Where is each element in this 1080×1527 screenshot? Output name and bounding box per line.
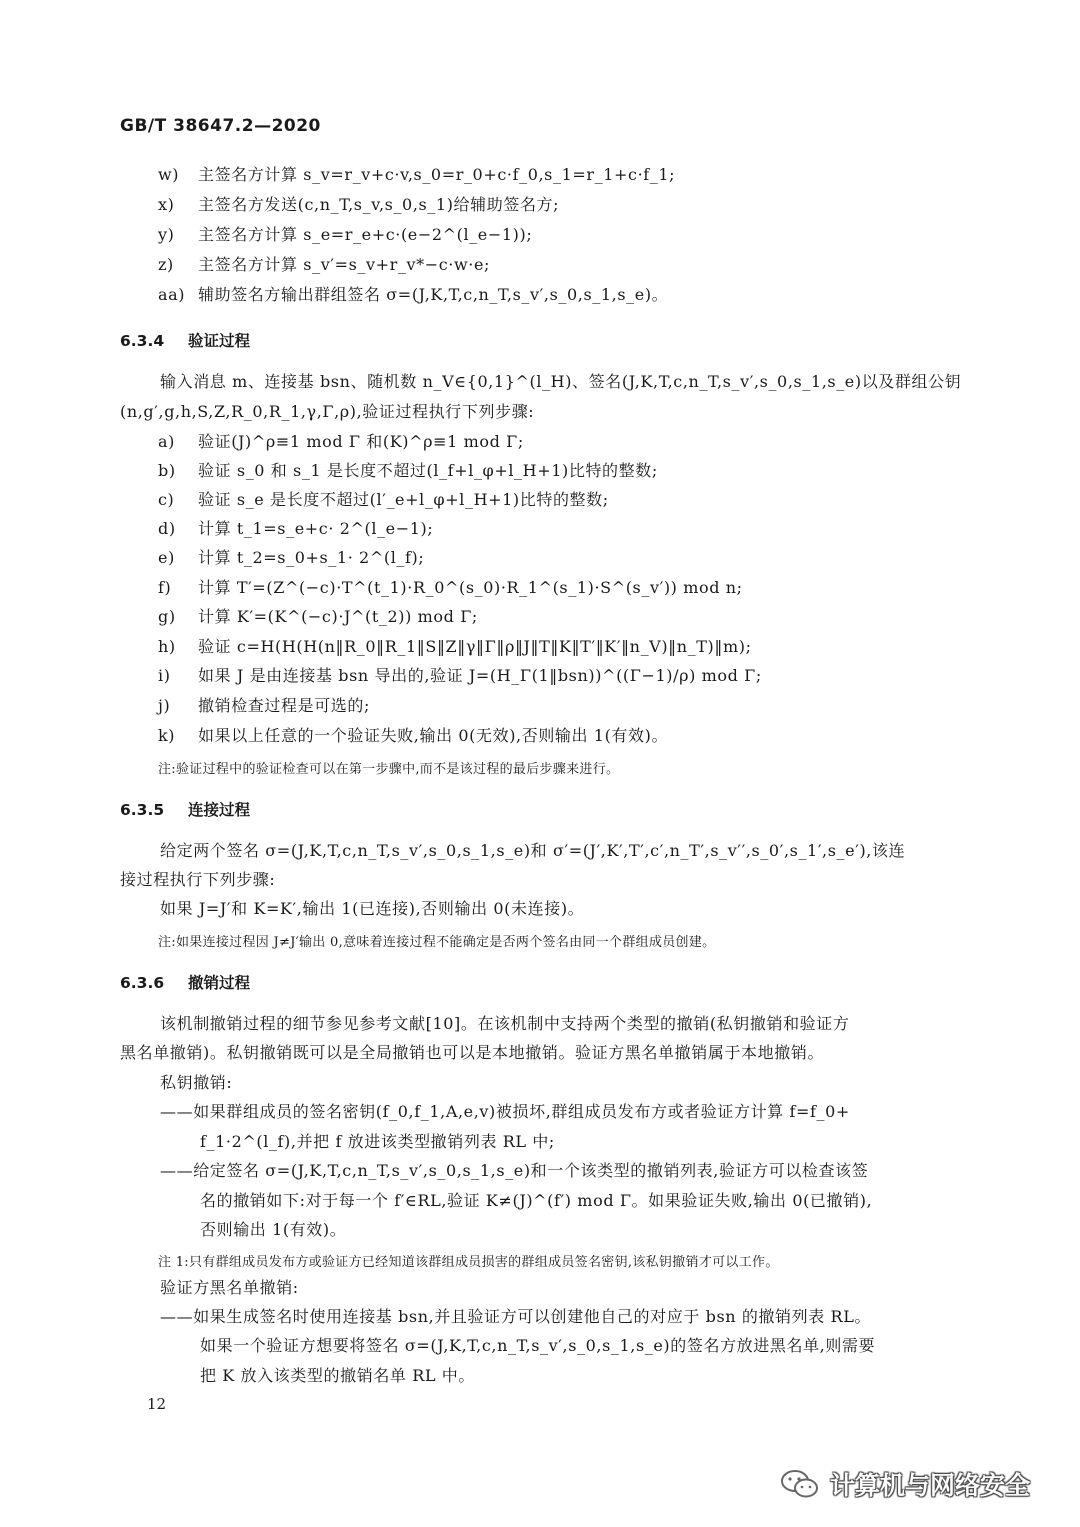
- verify-step-e: e) 计算 t_2=s_0+s_1· 2^(l_f);: [158, 548, 425, 567]
- verify-step-i: i) 如果 J 是由连接基 bsn 导出的,验证 J=(H_Γ(1‖bsn))^((Γ−1)/ρ) mod Γ;: [158, 666, 762, 685]
- link-note: 注:如果连接过程因 J≠J′输出 0,意味着连接过程不能确定是否两个签名由同一个群组成员创建。: [158, 935, 716, 950]
- revoke-item2-line1: ——给定签名 σ=(J,K,T,c,n_T,s_v′,s_0,s_1,s_e)和一个该类型的撤销列表,验证方可以检查该签: [160, 1161, 869, 1180]
- watermark-text: 计算机与网络安全: [830, 1471, 1031, 1500]
- verify-step-k: k) 如果以上任意的一个验证失败,输出 0(无效),否则输出 1(有效)。: [158, 726, 669, 745]
- link-rule: 如果 J=J′和 K=K′,输出 1(已连接),否则输出 0(未连接)。: [160, 899, 585, 918]
- verify-step-a: a) 验证(J)^ρ≡1 mod Γ 和(K)^ρ≡1 mod Γ;: [158, 432, 524, 451]
- standard-header: GB/T 38647.2—2020: [120, 116, 321, 136]
- verify-intro-line2: (n,g′,g,h,S,Z,R_0,R_1,γ,Γ,ρ),验证过程执行下列步骤:: [120, 402, 535, 421]
- step-w: w) 主签名方计算 s_v=r_v+c·v,s_0=r_0+c·f_0,s_1=r_1+c·f_1;: [158, 165, 676, 184]
- revoke-item3-line3: 把 K 放入该类型的撤销名单 RL 中。: [200, 1366, 475, 1385]
- revoke-item2-line2: 名的撤销如下:对于每一个 f′∈RL,验证 K≠(J)^(f′) mod Γ。如果验证失败,输出 0(已撤销),: [200, 1191, 873, 1210]
- verify-step-j: j) 撤销检查过程是可选的;: [158, 696, 370, 715]
- step-x: x) 主签名方发送(c,n_T,s_v,s_0,s_1)给辅助签名方;: [158, 195, 560, 214]
- section-heading-6-3-4: 6.3.4 验证过程: [120, 332, 251, 350]
- page-number: 12: [147, 1395, 167, 1413]
- step-y: y) 主签名方计算 s_e=r_e+c·(e−2^(l_e−1));: [158, 225, 533, 244]
- revoke-para-line2: 黑名单撤销)。私钥撤销既可以是全局撤销也可以是本地撤销。验证方黑名单撤销属于本地撤销。: [120, 1043, 825, 1062]
- revoke-para-line1: 该机制撤销过程的细节参见参考文献[10]。在该机制中支持两个类型的撤销(私钥撤销和验证方: [160, 1014, 850, 1033]
- verify-step-h: h) 验证 c=H(H(H(n‖R_0‖R_1‖S‖Z‖γ‖Γ‖ρ‖J‖T‖K‖T′‖K′‖n_V)‖n_T)‖m);: [158, 637, 752, 656]
- section-heading-6-3-6: 6.3.6 撤销过程: [120, 974, 251, 992]
- revoke-item1-line1: ——如果群组成员的签名密钥(f_0,f_1,A,e,v)被损坏,群组成员发布方或者验证方计算 f=f_0+: [160, 1102, 850, 1121]
- blacklist-revoke-heading: 验证方黑名单撤销:: [160, 1278, 299, 1297]
- verify-step-c: c) 验证 s_e 是长度不超过(l′_e+l_φ+l_H+1)比特的整数;: [158, 490, 609, 509]
- verify-step-f: f) 计算 T′=(Z^(−c)·T^(t_1)·R_0^(s_0)·R_1^(s_1)·S^(s_v′)) mod n;: [158, 578, 743, 597]
- link-para-line1: 给定两个签名 σ=(J,K,T,c,n_T,s_v′,s_0,s_1,s_e)和 σ′=(J′,K′,T′,c′,n_T′,s_v′′,s_0′,s_1′,s_e′),该连: [160, 841, 906, 860]
- step-z: z) 主签名方计算 s_v′=s_v+r_v*−c·w·e;: [158, 255, 491, 274]
- revoke-note1: 注 1:只有群组成员发布方或验证方已经知道该群组成员损害的群组成员签名密钥,该私钥撤销才可以工作。: [158, 1255, 779, 1270]
- revoke-item3-line1: ——如果生成签名时使用连接基 bsn,并且验证方可以创建他自己的对应于 bsn 的撤销列表 RL。: [160, 1307, 872, 1326]
- section-heading-6-3-5: 6.3.5 连接过程: [120, 801, 251, 819]
- revoke-item1-line2: f_1·2^(l_f),并把 f 放进该类型撤销列表 RL 中;: [200, 1132, 555, 1151]
- link-para-line2: 接过程执行下列步骤:: [120, 870, 276, 889]
- wechat-icon: [780, 1469, 820, 1499]
- watermark: [780, 1466, 1030, 1502]
- private-key-revoke-heading: 私钥撤销:: [160, 1073, 233, 1092]
- verify-step-b: b) 验证 s_0 和 s_1 是长度不超过(l_f+l_φ+l_H+1)比特的整数;: [158, 461, 658, 480]
- verify-step-d: d) 计算 t_1=s_e+c· 2^(l_e−1);: [158, 519, 434, 538]
- verify-note: 注:验证过程中的验证检查可以在第一步骤中,而不是该过程的最后步骤来进行。: [158, 762, 620, 777]
- verify-step-g: g) 计算 K′=(K^(−c)·J^(t_2)) mod Γ;: [158, 607, 478, 626]
- revoke-item3-line2: 如果一个验证方想要将签名 σ=(J,K,T,c,n_T,s_v′,s_0,s_1,s_e)的签名方放进黑名单,则需要: [200, 1336, 876, 1355]
- verify-intro-line1: 输入消息 m、连接基 bsn、随机数 n_V∈{0,1}^(l_H)、签名(J,K,T,c,n_T,s_v′,s_0,s_1,s_e)以及群组公钥: [160, 372, 962, 391]
- revoke-item2-line3: 否则输出 1(有效)。: [200, 1220, 347, 1239]
- step-aa: aa) 辅助签名方输出群组签名 σ=(J,K,T,c,n_T,s_v′,s_0,s_1,s_e)。: [158, 285, 669, 304]
